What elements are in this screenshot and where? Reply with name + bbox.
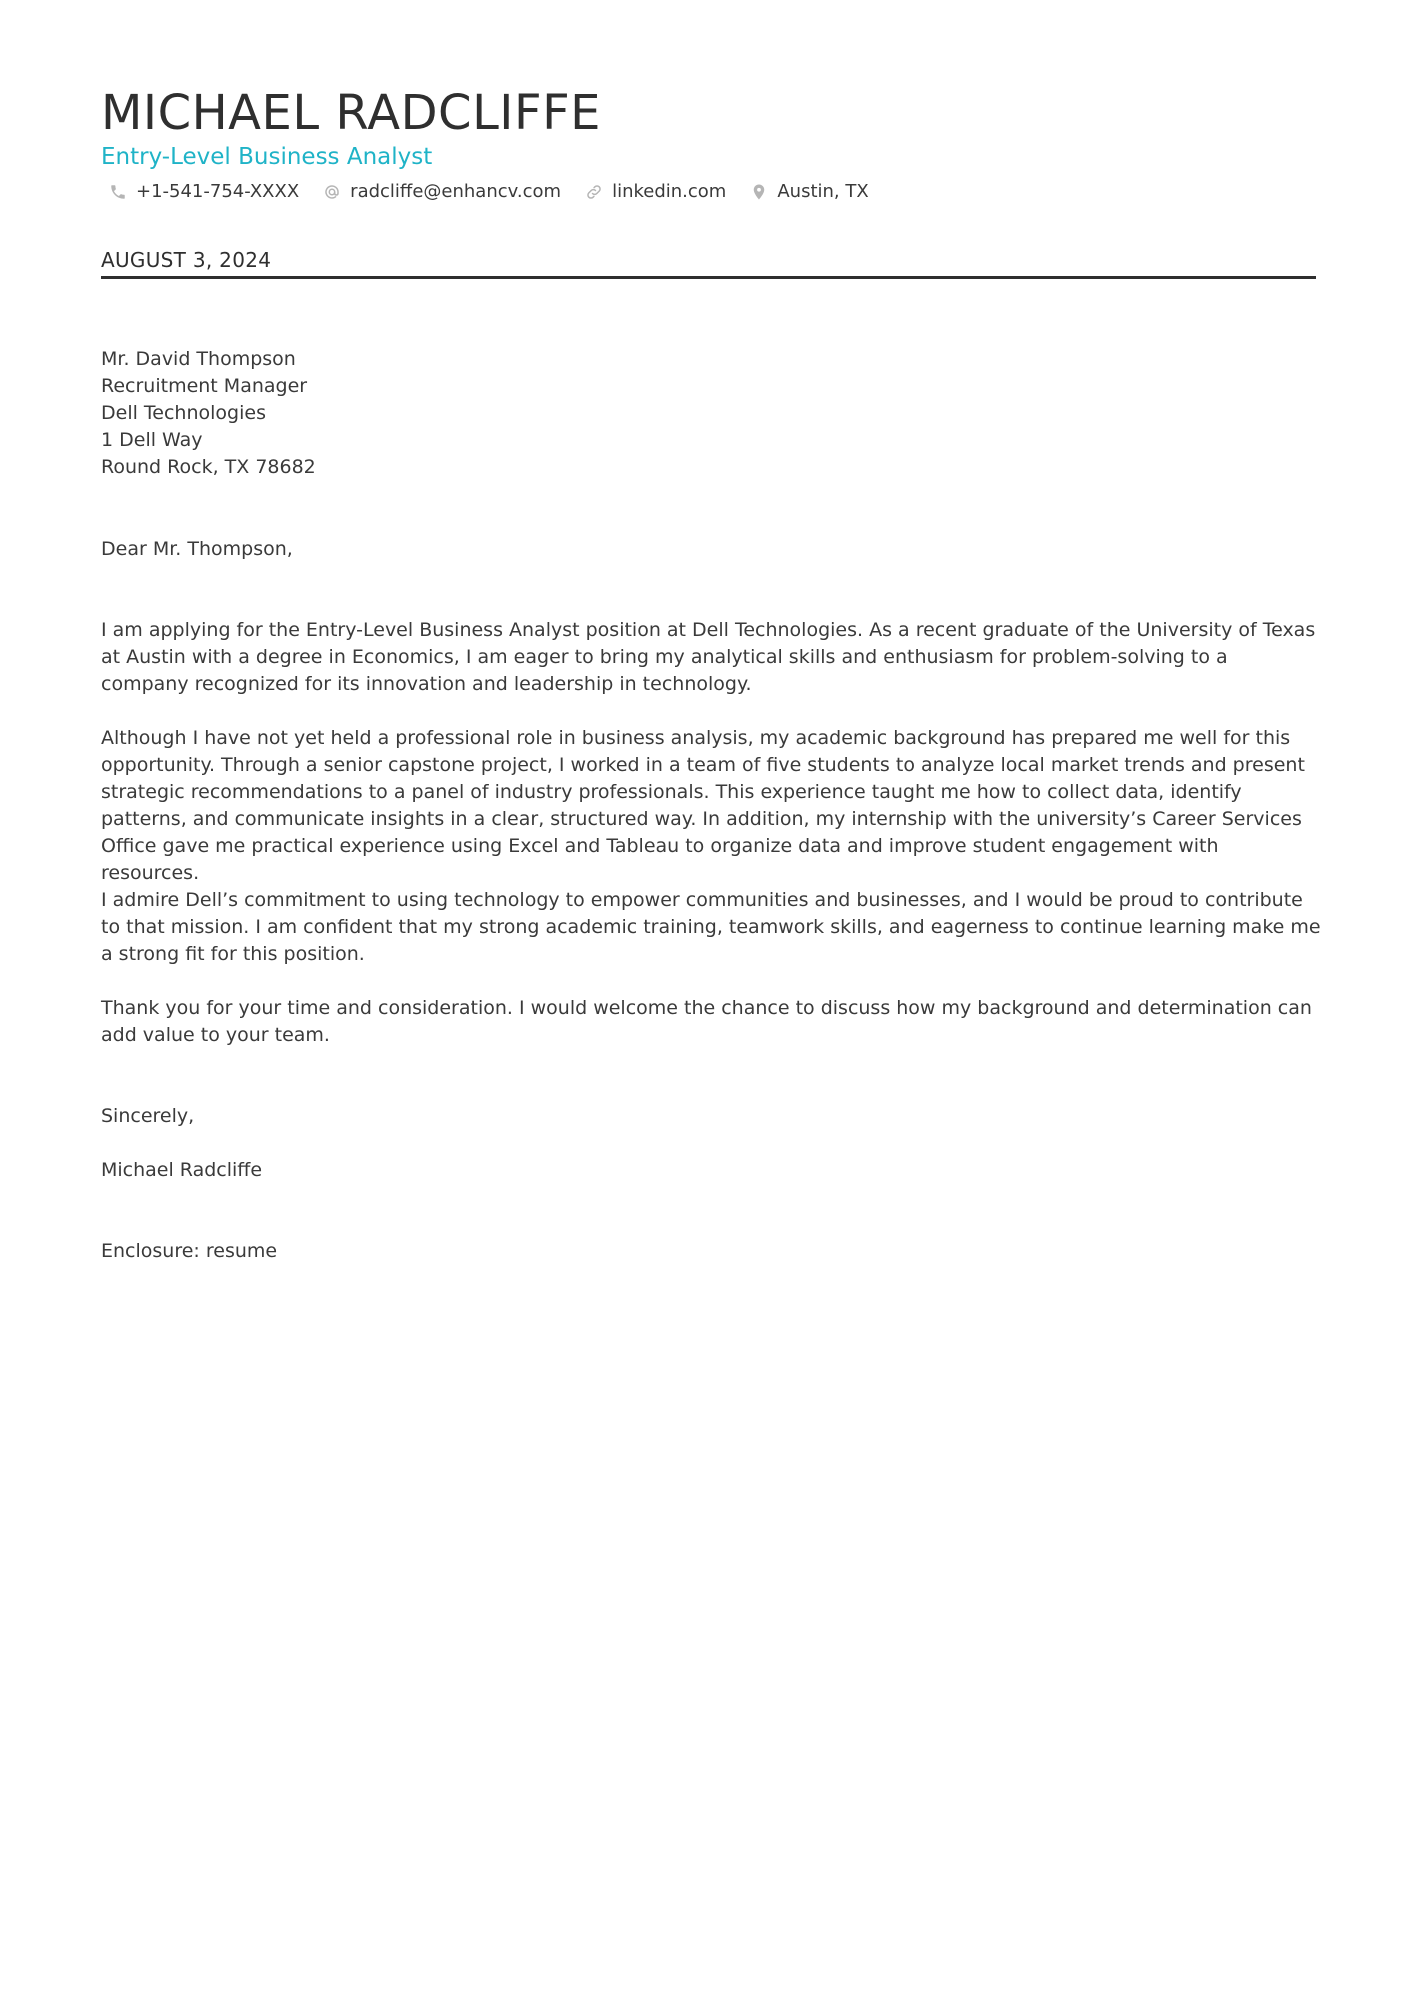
contact-linkedin[interactable]	[585, 178, 726, 206]
letter-date: AUGUST 3, 2024	[101, 248, 272, 272]
contact-email-text[interactable]: radcliffe@enhancv.com	[350, 181, 562, 202]
contact-linkedin-text[interactable]: linkedin.com	[612, 181, 727, 202]
applicant-role: Entry-Level Business Analyst	[101, 144, 433, 170]
contact-phone-text: +1-541-754-XXXX	[136, 181, 300, 202]
paragraph-2: Although I have not yet held a professional role in business analysis, my academic background has prepared me well for this opportunity. Through a senior capstone project, I worked in a team of five students to analyze local market trends and present strategic recommendations to a panel of industry professionals. This experience taught me how to collect data, identify patterns, and communicate insights in a clear, structured way. In addition, my internship with the university’s Career Services Office gave me practical experience using Excel and Tableau to organize data and improve student engagement with resources.	[101, 727, 1305, 884]
recipient-address-line-1: 1 Dell Way	[101, 429, 203, 451]
contact-phone	[109, 178, 299, 206]
recipient-name: Mr. David Thompson	[101, 348, 296, 370]
paragraph-3: I admire Dell’s commitment to using technology to empower communities and businesses, and I would be proud to contribute to that mission. I am confident that my strong academic training, teamwork skills, and eagerness to continue learning make me a strong fit for this position.	[101, 889, 1321, 965]
paragraph-1: I am applying for the Entry-Level Business Analyst position at Dell Technologies. As a recent graduate of the University of Texas at Austin with a degree in Economics, I am eager to bring my analytical skills and enthusiasm for problem-solving to a company recognized for its innovation and leadership in technology.	[101, 619, 1316, 695]
phone-icon	[109, 183, 127, 201]
recipient-address-line-2: Round Rock, TX 78682	[101, 456, 316, 478]
paragraph-4: Thank you for your time and consideration. I would welcome the chance to discuss how my background and determination can add value to your team.	[101, 997, 1312, 1046]
enclosure-note: Enclosure: resume	[101, 1240, 278, 1262]
link-icon	[585, 183, 603, 201]
contact-location	[750, 178, 868, 206]
contact-email[interactable]	[323, 178, 561, 206]
recipient-title: Recruitment Manager	[101, 375, 308, 397]
recipient-company: Dell Technologies	[101, 402, 266, 424]
recipient-block	[101, 346, 316, 481]
location-pin-icon	[750, 183, 768, 201]
closing: Sincerely,	[101, 1105, 195, 1127]
contact-bar	[109, 178, 893, 206]
signature-name: Michael Radcliffe	[101, 1159, 263, 1181]
applicant-name: MICHAEL RADCLIFFE	[101, 85, 602, 141]
date-section	[101, 246, 1316, 279]
salutation: Dear Mr. Thompson,	[101, 538, 293, 560]
contact-location-text: Austin, TX	[777, 181, 869, 202]
at-icon	[323, 183, 341, 201]
